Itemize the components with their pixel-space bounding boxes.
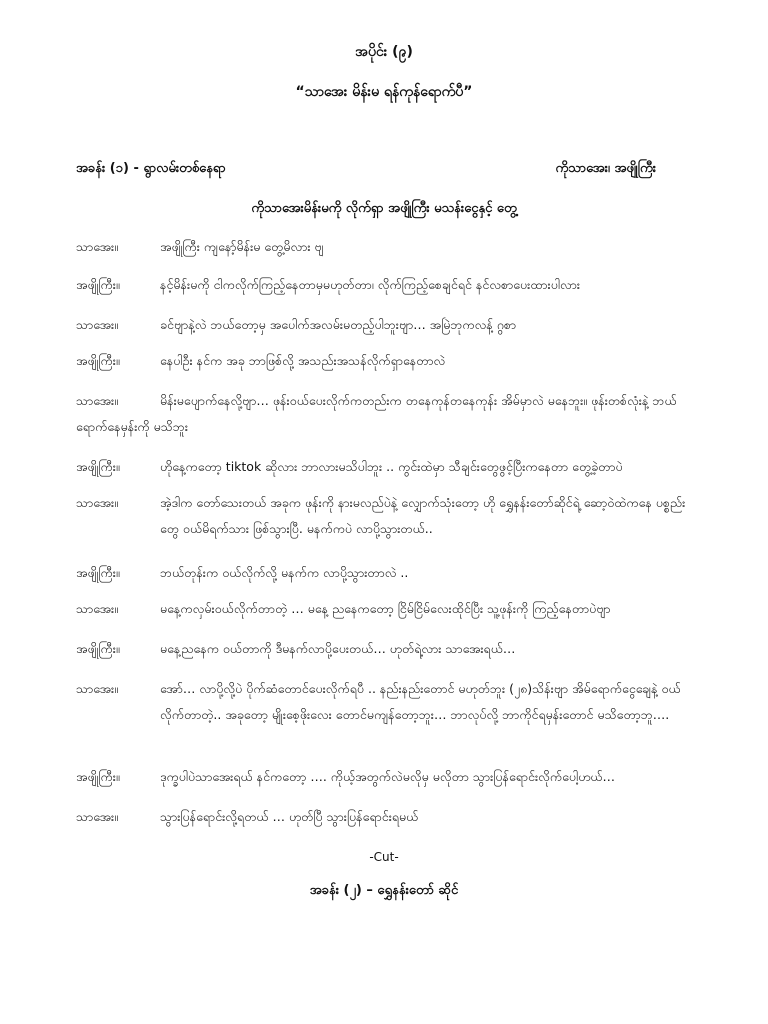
scene-heading: အခန်း (၁) - ရွာလမ်းတစ်နေရာ [76,161,226,176]
dialogue-line [76,312,696,338]
scene-cast: ကိုသာအေး၊ အဖျိုကြီး [555,161,656,176]
dialogue-text: ဘယ်တုန်းက ဝယ်လိုက်လို့ မနက်က လာပို့သွားတာလဲ .. [160,565,409,580]
dialogue-text: နင့်မိန်းမကို ငါကလိုက်ကြည့်နေတာမှမဟုတ်တာ၊ လိုက်ကြည့်စေချင်ရင် နင်လစာပေးထားပါလား [160,277,581,292]
dialogue-line [76,596,696,622]
dialogue-text: မနေ့ကလှမ်းဝယ်လိုက်တာတဲ့ … မနေ့ ညနေကတော့ ငြိမ်ငြိမ်လေးထိုင်ပြီး သူ့ဖုန်းကို ကြည့်နေတာပဲဗျာ [160,601,611,616]
speaker-name: အဖျိုကြီး။ [76,277,120,292]
dialogue-line [76,348,696,374]
speaker-name: အဖျိုကြီး။ [76,459,120,474]
speaker-name: သာအေး။ [76,681,118,696]
dialogue-line [76,804,696,830]
dialogue-line [76,676,696,728]
dialogue-text: သွားပြန်ရောင်းလို့ရတယ် … ဟုတ်ပြီ သွားပြန်ရောင်းရမယ် [160,809,419,824]
dialogue-line [76,636,696,662]
part-title: အပိုင်း (၉) [355,44,413,60]
cut-mark: -Cut- [369,850,399,864]
dialogue-text: အော်… လာပို့လို့ပဲ ပိုက်ဆံတောင်ပေးလိုက်ရပီ .. နည်းနည်းတောင် မဟုတ်ဘူး (၂၈)သိန်းဗျာ အိမ်ရောက်ငွေချေနဲ့ ဝယ်လိုက်တာတဲ့.. အခုတော့ မျိုးစေ့ဖိုးလေး တောင်မကျန်တော့ဘူး… ဘာလုပ်လို့ ဘာကိုင်ရမှန်းတောင် မသိတော့ဘူ…. [160,681,681,722]
speaker-name: အဖျိုကြီး။ [76,641,120,656]
speaker-name: သာအေး။ [76,809,118,824]
speaker-name: အဖျိုကြီး။ [76,353,120,368]
speaker-name: သာအေး။ [76,601,118,616]
dialogue-text: အဲ့ဒါက တော်သေးတယ် အခုက ဖုန်းကို နားမလည်ပဲနဲ့ လျှောက်သုံးတော့ ဟို ရွှေနန်းတော်ဆိုင်ရဲ့ ဆော့ဝဲထဲကနေ ပစ္စည်းတွေ ဝယ်မိရက်သား ဖြစ်သွားပြီ. မနက်ကပဲ လာပို့သွားတယ်.. [160,495,686,536]
episode-title: “သာအေး မိန်းမ ရန်ကုန်ရောက်ပီ” [295,84,473,100]
speaker-name: သာအေး။ [76,495,118,510]
next-scene-heading: အခန်း (၂) – ရွှေနန်းတော် ဆိုင် [309,883,459,898]
speaker-name: သာအေး။ [76,393,118,408]
dialogue-line [76,454,696,480]
dialogue-text: မနေ့ညနေက ဝယ်တာကို ဒီမနက်လာပို့ပေးတယ်… ဟုတ်ရဲ့လား သာအေးရယ်… [160,641,516,656]
dialogue-text: မိန်းမပျောက်နေလို့ဗျာ… ဖုန်းဝယ်ပေးလိုက်ကတည်းက တနေကုန်တနေကုန်း အိမ်မှာလဲ မနေဘူး။ ဖုန်းတစ်လုံးနဲ့ ဘယ်ရောက်နေမှန်းကို မသိဘူး [76,393,677,434]
dialogue-text: ဟိုနေ့ကတော့ tiktok ဆိုလား ဘာလားမသိပါဘူး .. ကွင်းထဲမှာ သီချင်းတွေဖွင့်ပြီးကနေတာ တွေ့ခဲ့တာပဲ [160,459,623,474]
dialogue-line [76,272,696,298]
dialogue-text: အဖျိုကြီး ကျနော့်မိန်းမ တွေ့မိလား ဗျ [160,239,324,254]
dialogue-line [76,490,696,542]
dialogue-line [76,764,696,790]
dialogue-text: ခင်ဗျာနဲ့လဲ ဘယ်တော့မှ အပေါက်အလမ်းမတည့်ပါဘူးဗျာ… အမြဲဘုကလန့် ဂွစာ [160,317,517,332]
dialogue-text: နေပါဦး နင်က အခု ဘာဖြစ်လို့ အသည်းအသန်လိုက်ရှာနေတာလဲ [160,353,446,368]
speaker-name: သာအေး။ [76,239,118,254]
speaker-name: အဖျိုကြီး။ [76,769,120,784]
dialogue-text: ဒုက္ခပါပဲသာအေးရယ် နင်ကတော့ …. ကိုယ့်အတွက်လဲမလိုမှ မလိုတာ သွားပြန်ရောင်းလိုက်ပေါ့ဟယ်… [160,769,616,784]
speaker-name: အဖျိုကြီး။ [76,565,120,580]
scene-direction: ကိုသာအေးမိန်းမကို လိုက်ရှာ အဖျိုကြီး မသန်းငွေနှင့် တွေ့ [251,201,517,216]
dialogue-line [76,560,696,586]
dialogue-line [76,234,696,260]
dialogue-line [76,388,696,440]
speaker-name: သာအေး။ [76,317,118,332]
